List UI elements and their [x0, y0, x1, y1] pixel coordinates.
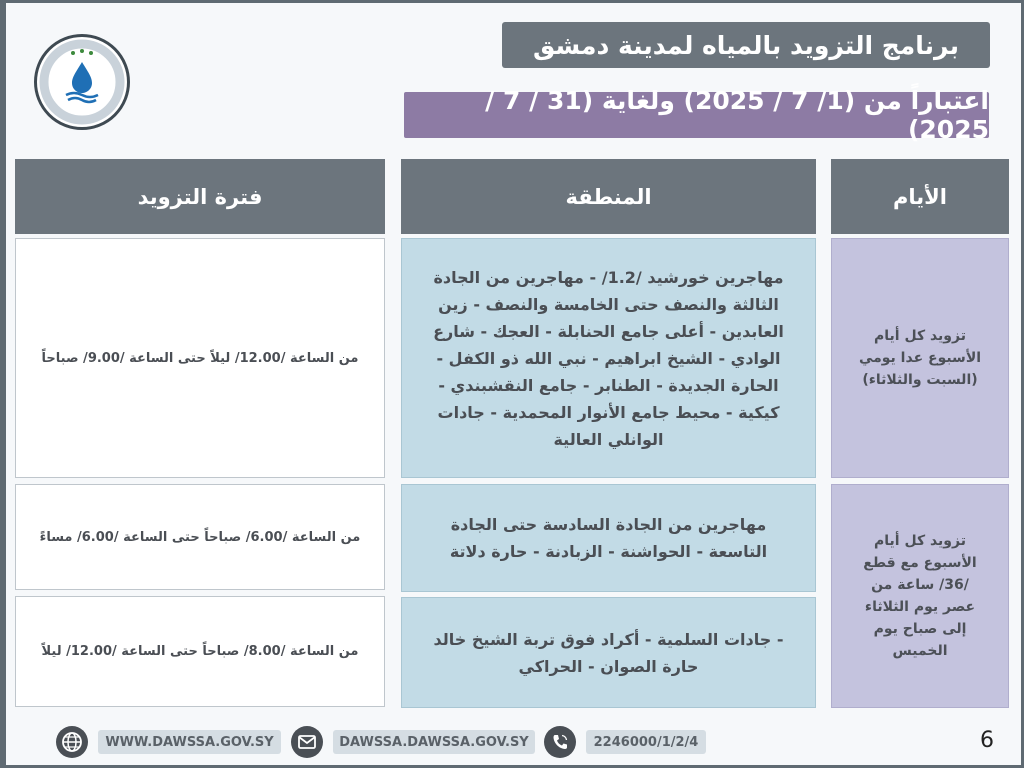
- column-header-area-label: المنطقة: [565, 184, 652, 209]
- area-cell-3: [401, 597, 816, 708]
- period-cell-2-text: من الساعة /6.00/ صباحاً حتى الساعة /6.00/ مساءً: [39, 529, 361, 545]
- days-group-2: [831, 484, 1009, 708]
- mail-icon: [291, 726, 323, 758]
- page-number: 6: [980, 728, 994, 753]
- column-header-area: [401, 159, 816, 234]
- email-link[interactable]: [333, 730, 535, 754]
- area-cell-1-text: مهاجرين خورشيد /1.2/ - مهاجرين من الجادة الثالثة والنصف حتى الخامسة والنصف - زين العابدين - أعلى جامع الحنابلة - العجك - شارع الوادي - الشيخ ابراهيم - نبي الله ذو الكفل - الحارة الجديدة - الطنابر - جامع النقشبندي - كيكية - محيط جامع الأنوار المحمدية - جادات الوانلي العالية: [433, 267, 784, 449]
- area-cell-1: [401, 238, 816, 478]
- period-cell-2: [15, 484, 385, 590]
- water-drop-icon: [37, 37, 127, 127]
- title-text: برنامج التزويد بالمياه لمدينة دمشق: [533, 30, 960, 60]
- period-cell-3: [15, 596, 385, 707]
- area-cell-2: [401, 484, 816, 592]
- period-cell-1-text: من الساعة /12.00/ ليلاً حتى الساعة /9.00/ صباحاً: [41, 350, 359, 366]
- date-range-banner: [404, 86, 989, 144]
- page-title: [502, 22, 990, 68]
- column-header-days: [831, 159, 1009, 234]
- date-range-text: اعتباراً من (1/ 7 / 2025) ولغاية (31 / 7 / 2025): [485, 86, 989, 144]
- days-group-1-text: تزويد كل أيام الأسبوع عدا يومي (السبت والثلاثاء): [858, 328, 982, 388]
- days-group-2-text: تزويد كل أيام الأسبوع مع قطع /36/ ساعة من عصر يوم الثلاثاء إلى صباح يوم الخميس: [863, 533, 977, 659]
- email-text: DAWSSA.DAWSSA.GOV.SY: [339, 734, 529, 750]
- period-cell-1: [15, 238, 385, 478]
- phone-number[interactable]: [586, 730, 706, 754]
- period-cell-3-text: من الساعة /8.00/ صباحاً حتى الساعة /12.00/ ليلاً: [41, 644, 359, 659]
- area-cell-2-text: مهاجرين من الجادة السادسة حتى الجادة التاسعة - الحواشنة - الزبادنة - حارة دلاتة: [449, 515, 768, 561]
- phone-text: 2246000/1/2/4: [593, 734, 699, 750]
- column-header-days-label: الأيام: [893, 184, 947, 209]
- area-cell-3-text: - جادات السلمية - أكراد فوق تربة الشيخ خالد حارة الصوان - الحراكي: [433, 629, 784, 676]
- column-header-period-label: فترة التزويد: [137, 184, 263, 209]
- website-link[interactable]: [98, 730, 281, 754]
- column-header-period: [15, 159, 385, 234]
- phone-icon: [544, 726, 576, 758]
- organization-logo: [34, 34, 130, 130]
- website-text: WWW.DAWSSA.GOV.SY: [105, 734, 274, 750]
- days-group-1: [831, 238, 1009, 478]
- globe-icon: [56, 726, 88, 758]
